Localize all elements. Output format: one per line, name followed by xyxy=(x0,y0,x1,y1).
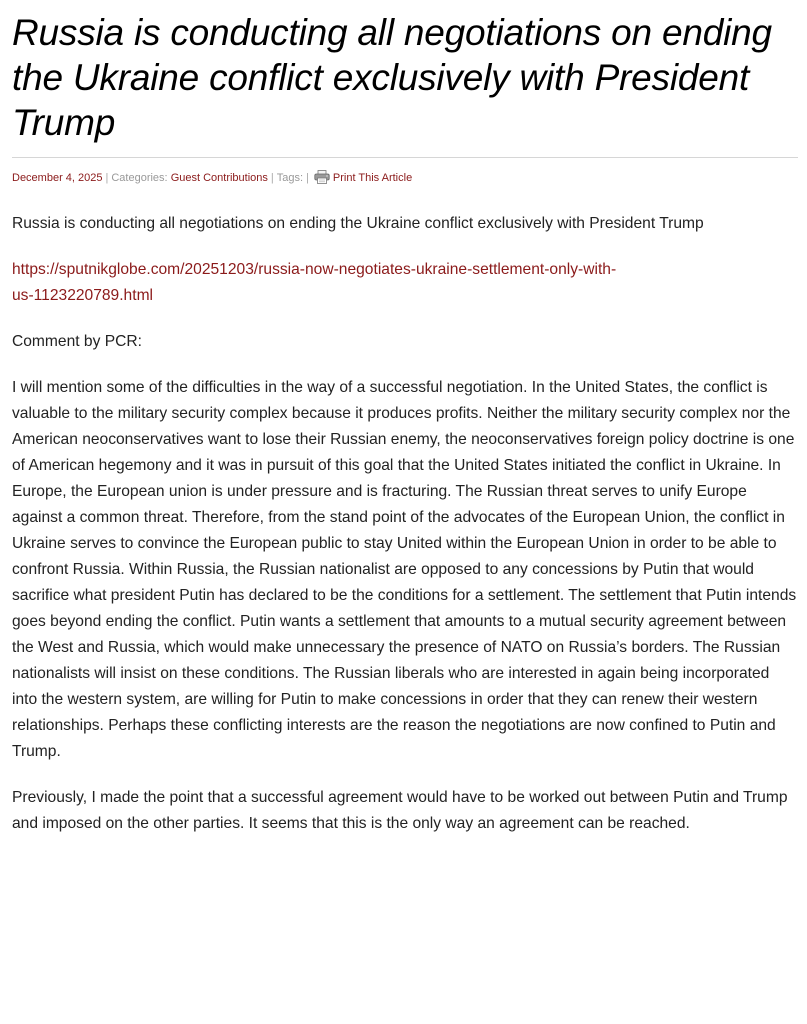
article-meta xyxy=(12,171,798,185)
lead-paragraph: Russia is conducting all negotiations on ending the Ukraine conflict exclusively with President Trump xyxy=(12,215,704,232)
meta-separator: | xyxy=(306,172,309,184)
comment-label: Comment by PCR: xyxy=(12,333,142,350)
post-date: December 4, 2025 xyxy=(12,172,103,184)
source-link-paragraph xyxy=(12,257,798,309)
meta-separator: | xyxy=(270,172,274,184)
tags-label: Tags: xyxy=(276,172,304,184)
article xyxy=(12,0,798,857)
source-link-line2: us-1123220789.html xyxy=(12,287,154,304)
body-paragraph-2: Previously, I made the point that a successful agreement would have to be worked out between Putin and Trump and imposed on the other parties. It seems that this is the only way an agreement can be reached. xyxy=(12,789,788,832)
meta-separator: | xyxy=(105,172,109,184)
print-article-link[interactable]: Print This Article xyxy=(332,172,413,184)
category-link[interactable]: Guest Contributions xyxy=(170,172,268,184)
source-link[interactable] xyxy=(12,261,616,304)
article-title: Russia is conducting all negotiations on ending the Ukraine conflict exclusively with President Trump xyxy=(12,12,772,143)
source-link-line1: https://sputnikglobe.com/20251203/russia-now-negotiates-ukraine-settlement-only-with- xyxy=(12,261,617,278)
categories-label: Categories: xyxy=(111,172,168,184)
title-divider xyxy=(12,157,798,158)
printer-icon[interactable] xyxy=(314,170,330,184)
body-paragraph-1: I will mention some of the difficulties in the way of a successful negotiation. In the United States, the conflict is valuable to the military security complex because it produces profits. Neither the military security complex nor the American neoconservatives want to lose their Russian enemy, the neoconservatives foreign policy doctrine is one of American hegemony and it was in pursuit of this goal that the United States initiated the conflict in Ukraine. In Europe, the European union is under pressure and is fracturing. The Russian threat serves to unify Europe against a common threat. Therefore, from the stand point of the advocates of the European Union, the conflict in Ukraine serves to convince the European public to stay United within the European Union in order to be able to confront Russia. Within Russia, the Russian nationalist are opposed to any concessions by Putin that would sacrifice what president Putin has declared to be the conditions for a settlement. The settlement that Putin intends goes beyond ending the conflict. Putin wants a settlement that amounts to a mutual security agreement between the West and Russia, which would make unnecessary the presence of NATO on Russia’s borders. The Russian nationalists will insist on these conditions. The Russian liberals who are interested in again being incorporated into the western system, are willing for Putin to make concessions in order that they can renew their western relationships. Perhaps these conflicting interests are the reason the negotiations are now confined to Putin and Trump. xyxy=(12,379,797,760)
article-body xyxy=(12,211,798,837)
